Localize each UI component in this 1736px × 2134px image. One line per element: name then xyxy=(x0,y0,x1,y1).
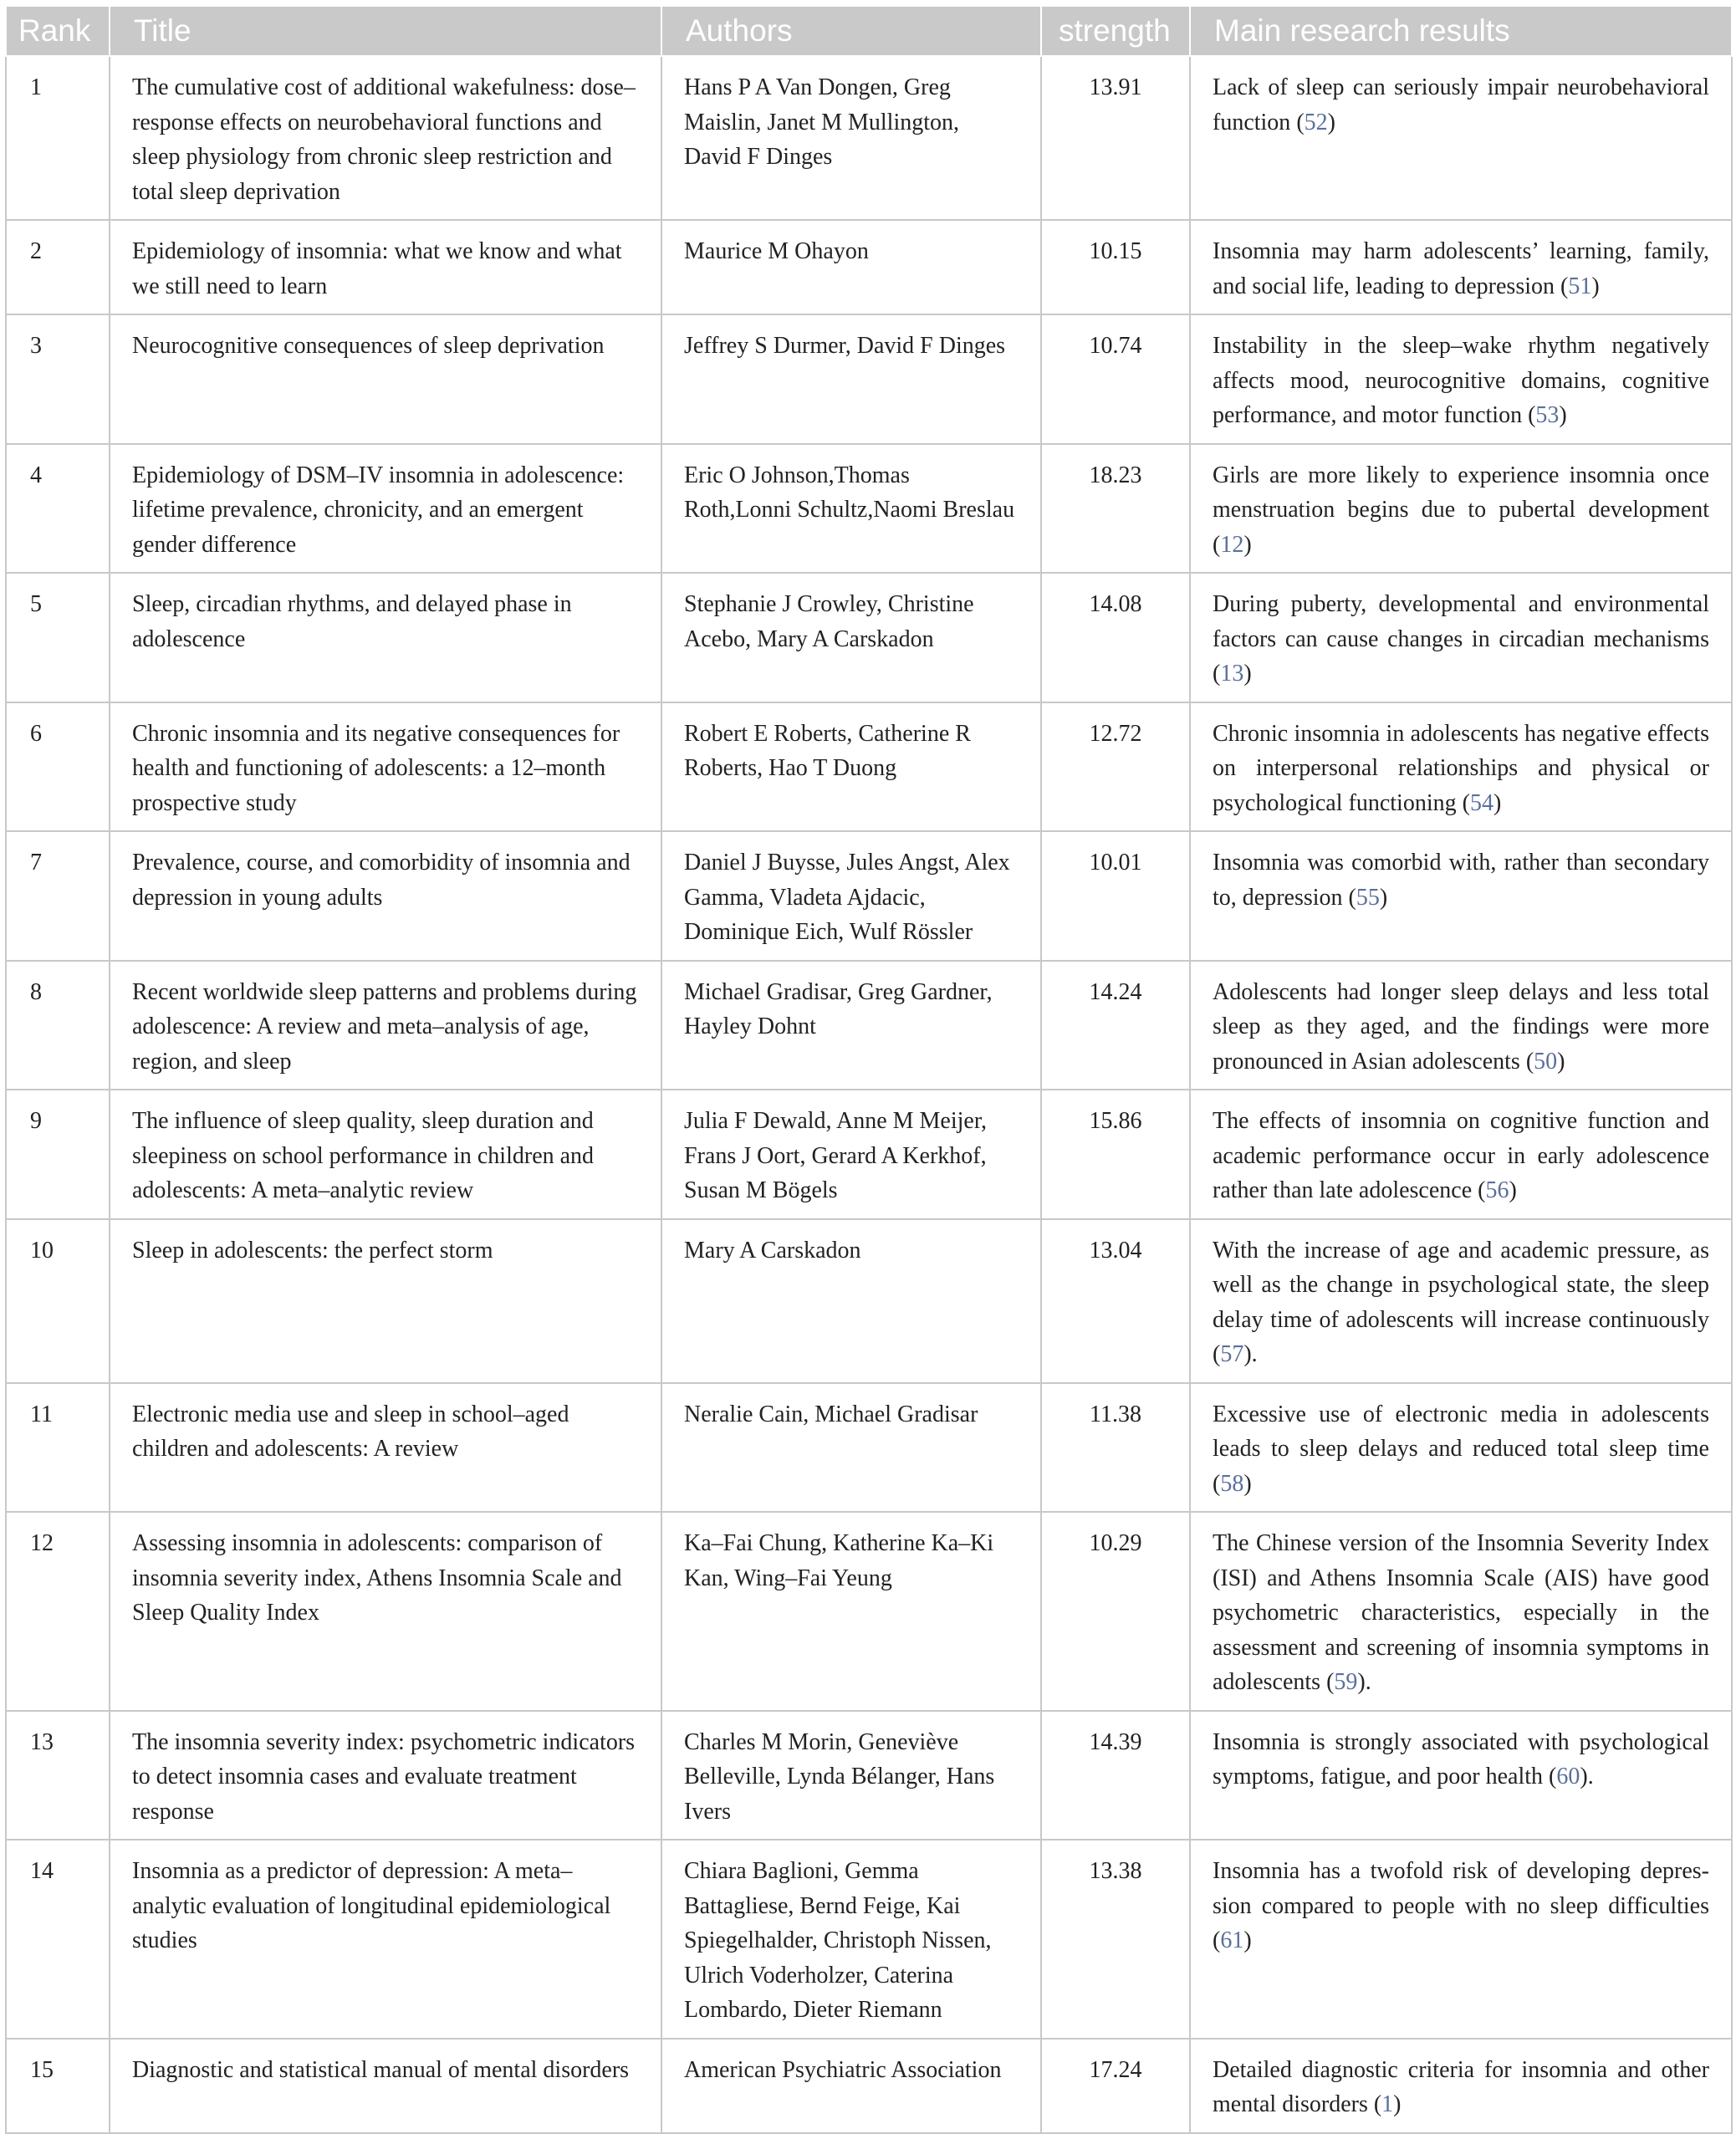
cell-strength: 17.24 xyxy=(1041,2039,1190,2133)
header-authors: Authors xyxy=(661,6,1041,56)
cell-authors: Neralie Cain, Michael Gradisar xyxy=(661,1383,1041,1513)
cell-title: Epidemiology of insomnia: what we know and what we still need to learn xyxy=(110,220,661,314)
cell-authors: Eric O Johnson,Thomas Roth,Lonni Schultz,Naomi Breslau xyxy=(661,444,1041,574)
cell-strength: 14.39 xyxy=(1041,1711,1190,1840)
table-row xyxy=(6,961,1732,1090)
citation-link[interactable]: 12 xyxy=(1220,531,1244,558)
cell-title: Diagnostic and statistical manual of mental disorders xyxy=(110,2039,661,2133)
cell-title: Assessing insomnia in adolescents: comparison of insomnia severity index, Athens Insomnia Scale and Sleep Quality Index xyxy=(110,1512,661,1711)
header-results: Main research results xyxy=(1190,6,1732,56)
cell-rank: 3 xyxy=(6,314,110,444)
cell-title: Prevalence, course, and comorbidity of insomnia and depression in young adults xyxy=(110,831,661,961)
cell-result: Girls are more likely to experience insomnia once menstruation begins due to pubertal development (12) xyxy=(1190,444,1732,574)
cell-strength: 13.38 xyxy=(1041,1840,1190,2039)
cell-title: Epidemiology of DSM–IV insomnia in adolescence: lifetime prevalence, chronicity, and an emergent gender difference xyxy=(110,444,661,574)
cell-result: Insomnia may harm adolescents’ learning, family, and social life, leading to depression (51) xyxy=(1190,220,1732,314)
citation-link[interactable]: 58 xyxy=(1220,1470,1244,1497)
cell-strength: 13.91 xyxy=(1041,56,1190,220)
citation-link[interactable]: 56 xyxy=(1485,1177,1509,1203)
cell-result: Detailed diagnostic criteria for insomnia and other mental disorders (1) xyxy=(1190,2039,1732,2133)
cell-strength: 12.72 xyxy=(1041,702,1190,832)
table-row xyxy=(6,56,1732,220)
citation-link[interactable]: 1 xyxy=(1381,2091,1394,2117)
table-row xyxy=(6,702,1732,832)
cell-result: With the increase of age and academic pressure, as well as the change in psychological state, the sleep delay time of adolescents will increase continuously (57). xyxy=(1190,1219,1732,1383)
cell-title: Sleep in adolescents: the perfect storm xyxy=(110,1219,661,1383)
cell-strength: 14.08 xyxy=(1041,573,1190,702)
result-tail: . xyxy=(1365,1669,1371,1695)
cell-title: Sleep, circadian rhythms, and delayed phase in adolescence xyxy=(110,573,661,702)
cell-title: Chronic insomnia and its negative consequences for health and functioning of adolescents: a 12–month prospective study xyxy=(110,702,661,832)
table-row xyxy=(6,573,1732,702)
result-tail: . xyxy=(1251,1341,1258,1367)
citation-link[interactable]: 60 xyxy=(1556,1764,1580,1789)
cell-rank: 6 xyxy=(6,702,110,832)
result-text: Excessive use of electronic media in adolescents leads to sleep delays and reduced total sleep time xyxy=(1213,1401,1709,1462)
result-text: Lack of sleep can seriously impair neurobehavioral function xyxy=(1213,74,1709,135)
cell-title: Recent worldwide sleep patterns and problems during adolescence: A review and meta–analysis of age, region, and sleep xyxy=(110,961,661,1090)
cell-result: Excessive use of electronic media in adolescents leads to sleep delays and reduced total sleep time (58) xyxy=(1190,1383,1732,1513)
table-row xyxy=(6,2039,1732,2133)
cell-strength: 14.24 xyxy=(1041,961,1190,1090)
cell-result: Insomnia was comorbid with, rather than secondary to, depression (55) xyxy=(1190,831,1732,961)
citation-link[interactable]: 57 xyxy=(1220,1341,1244,1367)
cell-authors: Stephanie J Crowley, Christine Acebo, Mary A Carskadon xyxy=(661,573,1041,702)
cell-rank: 5 xyxy=(6,573,110,702)
cell-title: The influence of sleep quality, sleep duration and sleepiness on school performance in children and adolescents: A meta–analytic review xyxy=(110,1090,661,1219)
table-row xyxy=(6,1512,1732,1711)
references-table xyxy=(5,5,1733,2134)
result-text: Instability in the sleep–wake rhythm negatively affects mood, neurocognitive domains, cognitive performance, and motor function xyxy=(1213,333,1709,428)
cell-rank: 8 xyxy=(6,961,110,1090)
result-text: The effects of insomnia on cognitive function and academic performance occur in early adolescence rather than late adolescence xyxy=(1213,1108,1709,1203)
result-text: Insomnia has a twofold risk of developing depres-sion compared to people with no sleep difficulties xyxy=(1213,1858,1709,1919)
cell-result: Instability in the sleep–wake rhythm negatively affects mood, neurocognitive domains, cognitive performance, and motor function (53) xyxy=(1190,314,1732,444)
cell-result: Lack of sleep can seriously impair neurobehavioral function (52) xyxy=(1190,56,1732,220)
cell-rank: 13 xyxy=(6,1711,110,1840)
cell-title: Insomnia as a predictor of depression: A meta–analytic evaluation of longitudinal epidemiological studies xyxy=(110,1840,661,2039)
cell-rank: 2 xyxy=(6,220,110,314)
result-text: The Chinese version of the Insomnia Severity Index (ISI) and Athens Insomnia Scale (AIS) have good psychometric characteristics, especially in the assessment and screening of insomnia symptoms in adolescents xyxy=(1213,1530,1709,1695)
cell-rank: 12 xyxy=(6,1512,110,1711)
table-row xyxy=(6,1711,1732,1840)
cell-authors: Michael Gradisar, Greg Gardner, Hayley Dohnt xyxy=(661,961,1041,1090)
cell-authors: Robert E Roberts, Catherine R Roberts, Hao T Duong xyxy=(661,702,1041,832)
cell-rank: 14 xyxy=(6,1840,110,2039)
cell-result: Adolescents had longer sleep delays and less total sleep as they aged, and the findings were more pronounced in Asian adolescents (50) xyxy=(1190,961,1732,1090)
result-text: Chronic insomnia in adolescents has negative effects on interpersonal relationships and physical or psychological functioning xyxy=(1213,720,1709,816)
table-row xyxy=(6,1219,1732,1383)
cell-authors: Maurice M Ohayon xyxy=(661,220,1041,314)
cell-rank: 10 xyxy=(6,1219,110,1383)
cell-result: Chronic insomnia in adolescents has negative effects on interpersonal relationships and physical or psychological functioning (54) xyxy=(1190,702,1732,832)
header-title: Title xyxy=(110,6,661,56)
result-tail: . xyxy=(1587,1764,1594,1789)
cell-authors: Jeffrey S Durmer, David F Dinges xyxy=(661,314,1041,444)
cell-authors: Chiara Baglioni, Gemma Battagliese, Bernd Feige, Kai Spiegelhalder, Christoph Nissen, Ulrich Voderholzer, Caterina Lombardo, Dieter Riemann xyxy=(661,1840,1041,2039)
header-rank: Rank xyxy=(6,6,110,56)
header-row xyxy=(6,6,1732,56)
cell-result: The Chinese version of the Insomnia Severity Index (ISI) and Athens Insomnia Scale (AIS) have good psychometric characteristics, especially in the assessment and screening of insomnia symptoms in adolescents (59). xyxy=(1190,1512,1732,1711)
cell-result: Insomnia has a twofold risk of developing depres-sion compared to people with no sleep difficulties (61) xyxy=(1190,1840,1732,2039)
citation-link[interactable]: 54 xyxy=(1469,789,1493,816)
table-row xyxy=(6,220,1732,314)
citation-link[interactable]: 59 xyxy=(1334,1669,1358,1695)
cell-strength: 18.23 xyxy=(1041,444,1190,574)
result-text: Detailed diagnostic criteria for insomnia and other mental disorders xyxy=(1213,2056,1709,2117)
cell-result: During puberty, developmental and environmental factors can cause changes in circadian mechanisms (13) xyxy=(1190,573,1732,702)
citation-link[interactable]: 61 xyxy=(1220,1927,1244,1953)
cell-authors: Charles M Morin, Geneviève Belleville, Lynda Bélanger, Hans Ivers xyxy=(661,1711,1041,1840)
cell-authors: Mary A Carskadon xyxy=(661,1219,1041,1383)
cell-result: Insomnia is strongly associated with psychological symptoms, fatigue, and poor health (60). xyxy=(1190,1711,1732,1840)
cell-strength: 13.04 xyxy=(1041,1219,1190,1383)
table-row xyxy=(6,1840,1732,2039)
cell-rank: 7 xyxy=(6,831,110,961)
result-text: During puberty, developmental and environmental factors can cause changes in circadian mechanisms xyxy=(1213,591,1709,652)
cell-authors: Daniel J Buysse, Jules Angst, Alex Gamma, Vladeta Ajdacic, Dominique Eich, Wulf Rössler xyxy=(661,831,1041,961)
cell-strength: 10.74 xyxy=(1041,314,1190,444)
cell-rank: 1 xyxy=(6,56,110,220)
cell-authors: Julia F Dewald, Anne M Meijer, Frans J Oort, Gerard A Kerkhof, Susan M Bögels xyxy=(661,1090,1041,1219)
result-text: Girls are more likely to experience insomnia once menstruation begins due to pubertal development xyxy=(1213,462,1709,523)
result-text: Insomnia was comorbid with, rather than secondary to, depression xyxy=(1213,850,1709,911)
table-container xyxy=(5,5,1731,2134)
cell-strength: 15.86 xyxy=(1041,1090,1190,1219)
cell-rank: 4 xyxy=(6,444,110,574)
table-row xyxy=(6,1383,1732,1513)
result-text: Insomnia may harm adolescents’ learning, family, and social life, leading to depression xyxy=(1213,238,1709,299)
header-strength: strength xyxy=(1041,6,1190,56)
citation-link[interactable]: 13 xyxy=(1220,661,1244,687)
cell-strength: 10.01 xyxy=(1041,831,1190,961)
cell-title: The insomnia severity index: psychometric indicators to detect insomnia cases and evaluate treatment response xyxy=(110,1711,661,1840)
cell-strength: 11.38 xyxy=(1041,1383,1190,1513)
table-row xyxy=(6,831,1732,961)
cell-result: The effects of insomnia on cognitive function and academic performance occur in early adolescence rather than late adolescence (56) xyxy=(1190,1090,1732,1219)
cell-rank: 15 xyxy=(6,2039,110,2133)
cell-title: The cumulative cost of additional wakefulness: dose–response effects on neurobehavioral functions and sleep physiology from chronic sleep restriction and total sleep deprivation xyxy=(110,56,661,220)
citation-link[interactable]: 50 xyxy=(1534,1048,1558,1075)
citation-link[interactable]: 51 xyxy=(1568,273,1592,299)
table-row xyxy=(6,444,1732,574)
result-text: With the increase of age and academic pressure, as well as the change in psychological state, the sleep delay time of adolescents will increase continuously xyxy=(1213,1237,1709,1333)
cell-rank: 11 xyxy=(6,1383,110,1513)
citation-link[interactable]: 55 xyxy=(1356,884,1380,911)
table-row xyxy=(6,314,1732,444)
cell-strength: 10.29 xyxy=(1041,1512,1190,1711)
citation-link[interactable]: 52 xyxy=(1304,109,1328,135)
cell-strength: 10.15 xyxy=(1041,220,1190,314)
result-text: Insomnia is strongly associated with psychological symptoms, fatigue, and poor health xyxy=(1213,1728,1709,1789)
cell-title: Neurocognitive consequences of sleep deprivation xyxy=(110,314,661,444)
cell-authors: Hans P A Van Dongen, Greg Maislin, Janet M Mullington, David F Dinges xyxy=(661,56,1041,220)
table-row xyxy=(6,1090,1732,1219)
cell-title: Electronic media use and sleep in school–aged children and adolescents: A review xyxy=(110,1383,661,1513)
cell-authors: Ka–Fai Chung, Katherine Ka–Ki Kan, Wing–Fai Yeung xyxy=(661,1512,1041,1711)
cell-rank: 9 xyxy=(6,1090,110,1219)
result-text: Adolescents had longer sleep delays and less total sleep as they aged, and the findings were more pronounced in Asian adolescents xyxy=(1213,978,1709,1075)
cell-authors: American Psychiatric Association xyxy=(661,2039,1041,2133)
citation-link[interactable]: 53 xyxy=(1535,402,1560,428)
